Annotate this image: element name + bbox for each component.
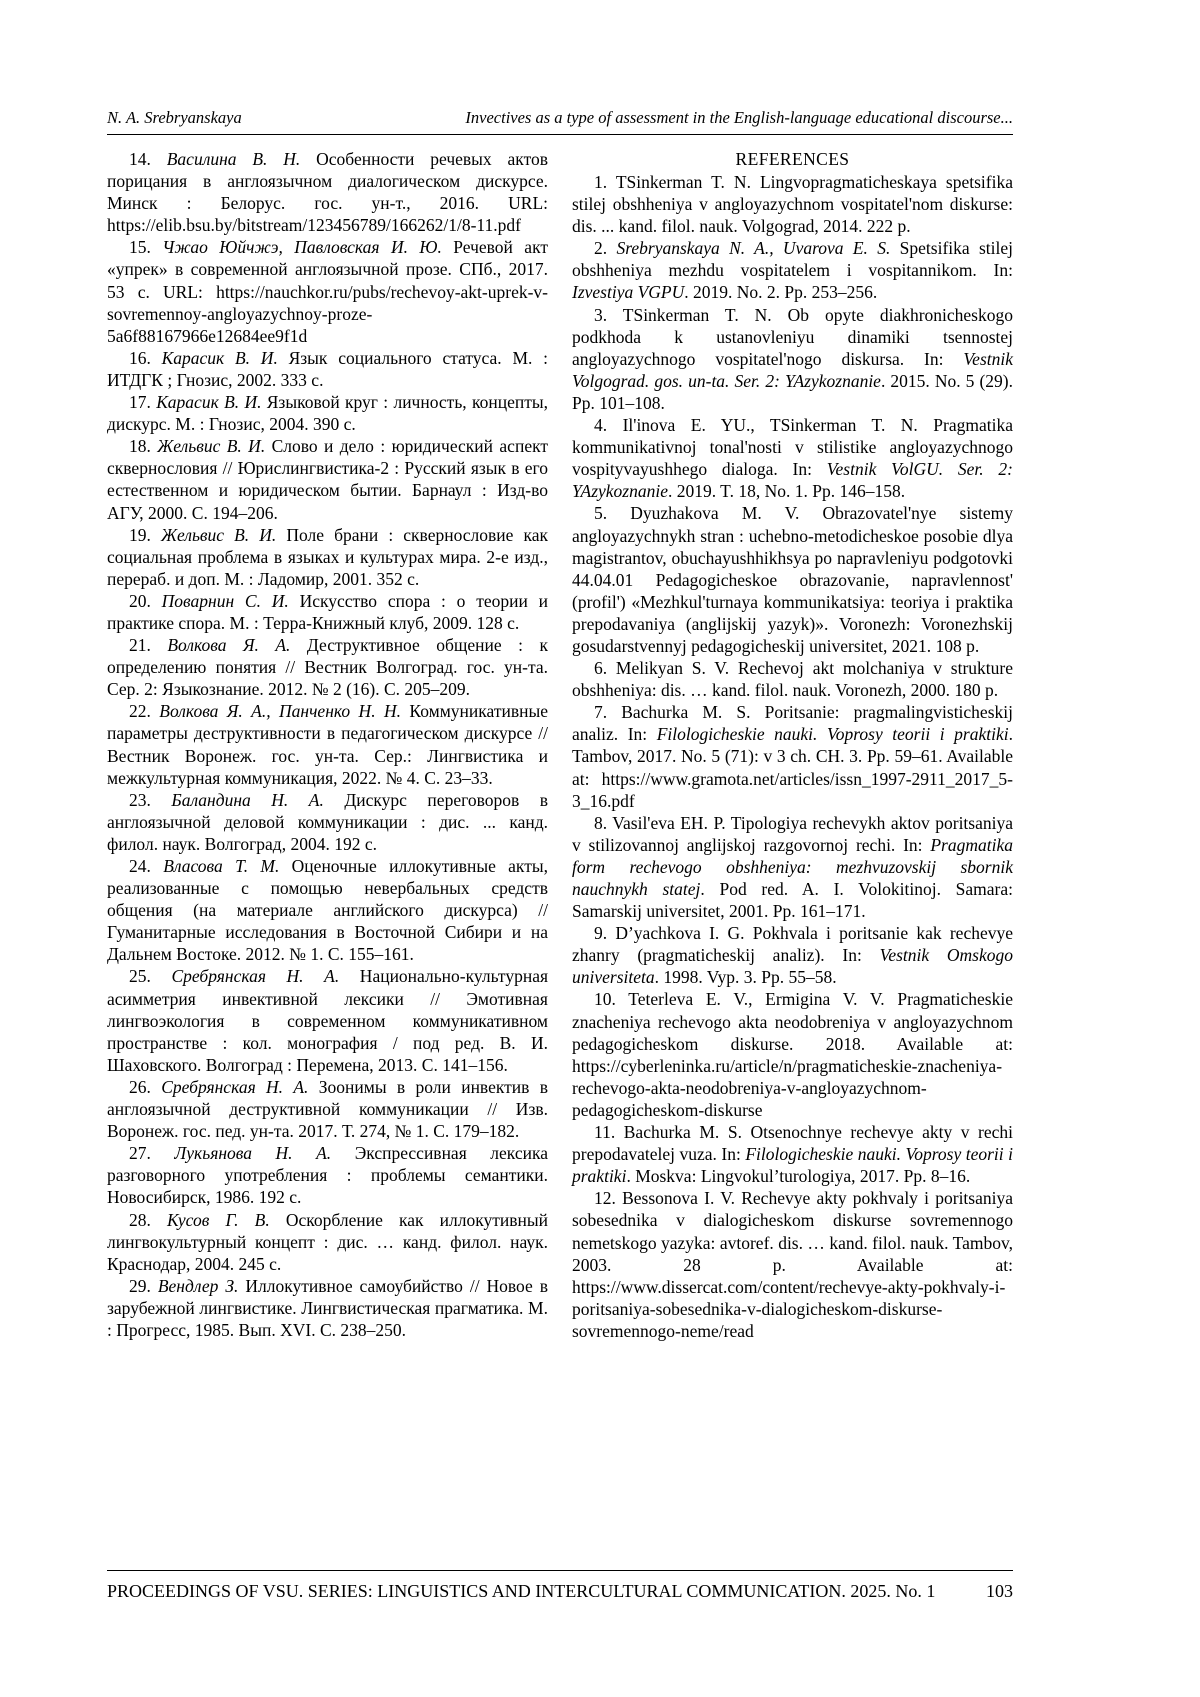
reference-text-segment: 1. TSinkerman T. N. Lingvopragmaticheskaya spetsifika stilej obshheniya v angloyazychnom vospitatel'nom diskurse: dis. ... kand. filol. nauk. Volgograd, 2014. 222 p. (572, 172, 1013, 237)
reference-text-segment: 17. (129, 392, 157, 413)
reference-italic-segment: Поварнин С. И. (161, 590, 289, 611)
reference-text-segment: 7. Bachurka M. S. Poritsanie: pragmalingvisticheskij analiz. In: (572, 702, 1013, 745)
reference-item (107, 700, 548, 788)
page-footer (107, 1564, 1013, 1603)
reference-item (572, 502, 1013, 657)
reference-text-segment: Слово и дело : юридический аспект сквернословия // Юрислингвистика-2 : Русский язык в его естественном и юридическом бытии. Барнаул : Изд-во АГУ, 2000. С. 194–206. (107, 436, 549, 523)
reference-text-segment: 11. Bachurka M. S. Otsenochnye rechevye akty v rechi prepodavatelej vuza. In: (572, 1122, 1013, 1165)
reference-text-segment: 28. (129, 1209, 168, 1230)
reference-text-segment: 20. (129, 590, 162, 611)
reference-text-segment: 14. (129, 149, 167, 169)
right-column (572, 148, 1013, 1342)
reference-text-segment: Поле брани : сквернословие как социальная проблема в языках и культурах мира. 2-е изд., перераб. и доп. М. : Ладомир, 2001. 352 с. (107, 524, 549, 589)
reference-item (107, 634, 548, 700)
reference-italic-segment: Вендлер З. (157, 1275, 239, 1296)
reference-italic-segment: Баландина Н. А. (171, 789, 324, 810)
reference-italic-segment: Vestnik Omskogo universiteta (572, 945, 1013, 988)
reference-text-segment: 16. (129, 347, 162, 368)
reference-italic-segment: Волкова Я. А. (167, 635, 291, 656)
reference-italic-segment: Власова Т. М. (163, 856, 280, 876)
reference-text-segment: Национально-культурная асимметрия инвективной лексики // Эмотивная лингвоэкология в современном коммуникативном пространстве : кол. монография / под ред. В. И. Шаховского. Волгоград : Перемена, 2013. С. 141–156. (107, 966, 549, 1075)
reference-text-segment: 6. Melikyan S. V. Rechevoj akt molchaniya v strukture obshheniya: dis. … kand. filol. nauk. Voronezh, 2000. 180 p. (572, 658, 1013, 701)
reference-italic-segment: Василина В. Н. (166, 149, 301, 169)
reference-text-segment: Дискурс переговоров в англоязычной деловой коммуникации : дис. ... канд. филол. наук. Волгоград, 2004. 192 с. (107, 789, 548, 854)
reference-item (107, 855, 548, 965)
reference-item (572, 922, 1013, 988)
reference-text-segment: 24. (129, 856, 164, 876)
reference-text-segment: 2. (594, 238, 617, 259)
running-header (107, 0, 1013, 128)
reference-text-segment: Оценочные иллокутивные акты, реализованные с помощью невербальных средств общения (на материале английского дискурса) // Гуманитарные исследования в Восточной Сибири и на Дальнем Востоке. 2012. № 1. С. 155–161. (107, 856, 548, 965)
reference-text-segment: 29. (129, 1275, 158, 1296)
reference-italic-segment: Filologicheskie nauki. Voprosy teorii i praktiki (572, 1144, 1013, 1187)
running-title: Invectives as a type of assessment in the English-language educational discourse... (465, 108, 1013, 127)
reference-item (572, 1121, 1013, 1187)
reference-italic-segment: Vestnik Volgograd. gos. un-ta. Ser. 2: YAzykoznanie (572, 348, 1013, 391)
reference-text-segment: Зоонимы в роли инвектив в англоязычной деструктивной коммуникации // Изв. Воронеж. гос. пед. ун-та. 2017. Т. 274, № 1. С. 179–182. (107, 1076, 548, 1142)
reference-italic-segment: Сребрянская Н. А. (171, 966, 340, 987)
reference-italic-segment: Жельвис В. И. (157, 436, 266, 457)
reference-italic-segment: Кусов Г. В. (167, 1209, 270, 1230)
page-number: 103 (986, 1581, 1013, 1601)
reference-text-segment: . 2015. No. 5 (29). Pp. 101–108. (572, 370, 1014, 413)
reference-italic-segment: Filologicheskie nauki. Voprosy teorii i praktiki (656, 724, 1009, 745)
reference-text-segment: 9. D’yachkova I. G. Pokhvala i poritsanie kak rechevye zhanry (pragmaticheskij analiz). In: (572, 923, 1013, 966)
reference-italic-segment: Чжао Юйчжэ, Павловская И. Ю. (162, 237, 442, 258)
reference-text-segment: . Moskva: Lingvokul’turologiya, 2017. Pp. 8–16. (626, 1166, 971, 1187)
reference-item (107, 148, 548, 236)
reference-item (572, 657, 1013, 701)
reference-item (107, 236, 548, 346)
reference-text-segment: Особенности речевых актов порицания в англоязычном диалогическом дискурсе. Минск : Белорус. гос. ун-т., 2016. URL: https://elib.bsu.by/bitstream/123456789/166262/1/8-11.pdf (107, 149, 549, 236)
reference-text-segment: . Tambov, 2017. No. 5 (71): v 3 ch. CH. 3. Pp. 59–61. Available at: https://www.gramota.net/articles/issn_1997-2911_2017_5-3_16.pdf (572, 724, 1013, 811)
reference-item (107, 965, 548, 1075)
reference-text-segment: Экспрессивная лексика разговорного употребления : проблемы семантики. Новосибирск, 1986. 192 с. (107, 1143, 548, 1208)
reference-text-segment: Языковой круг : личность, концепты, дискурс. М. : Гнозис, 2004. 390 с. (107, 392, 548, 435)
reference-text-segment: 26. (129, 1076, 162, 1097)
reference-italic-segment: Сребрянская Н. А. (161, 1076, 309, 1097)
reference-item (572, 304, 1013, 414)
reference-item (107, 1209, 548, 1275)
reference-item (572, 988, 1013, 1121)
footer-rule (107, 1570, 1013, 1571)
reference-item (107, 1275, 548, 1341)
reference-item (107, 524, 548, 590)
reference-text-segment: Коммуникативные параметры деструктивности в педагогическом дискурсе // Вестник Воронеж. гос. ун-та. Сер.: Лингвистика и межкультурная коммуникация, 2022. № 4. С. 23–33. (107, 701, 548, 788)
reference-item (107, 590, 548, 634)
reference-text-segment: 4. Il'inova E. YU., TSinkerman T. N. Pragmatika kommunikativnoj tonal'nosti v stilistike angloyazychnogo vospityvayushhego dialoga. In: (572, 415, 1013, 480)
reference-italic-segment: Srebryanskaya N. A., Uvarova E. S. (616, 238, 891, 259)
references-heading: REFERENCES (735, 149, 850, 169)
reference-text-segment: 12. Bessonova I. V. Rechevye akty pokhvaly i poritsaniya sobesednika v dialogicheskom diskurse sovremennogo nemetskogo yazyka: avtoref. dis. … kand. filol. nauk. Tambov, 2003. 28 p. Available at: https://www.dissercat.com/content/rechevye-akty-pokhvaly-i-poritsaniya-sobesednika-v-dialogicheskom-diskurse-sovremennogo-neme/read (572, 1188, 1013, 1341)
reference-text-segment: 5. Dyuzhakova M. V. Obrazovatel'nye sistemy angloyazychnykh stran : uchebno-metodicheskoe posobie dlya magistrantov, obuchayushhikhsya po napravleniyu podgotovki 44.04.01 Pedagogicheskoe obrazovanie, napravlennost' (profil') «Mezhkul'turnaya kommunikatsiya: teoriya i praktika prepodavaniya (anglijskij yazyk)». Voronezh: Voronezhskij gosudarstvennyj pedagogicheskij universitet, 2021. 108 p. (572, 503, 1013, 656)
reference-item (107, 391, 548, 435)
header-rule (107, 134, 1013, 135)
reference-text-segment: Оскорбление как иллокутивный лингвокультурный концепт : дис. … канд. филол. наук. Краснодар, 2004. 245 с. (107, 1209, 548, 1274)
reference-italic-segment: Карасик В. И. (161, 347, 278, 368)
reference-text-segment: Spetsifika stilej obshheniya mezhdu vospitatelem i vospitannikom. In: (572, 238, 1013, 281)
reference-text-segment: Язык социального статуса. М. : ИТДГК ; Гнозис, 2002. 333 с. (107, 347, 549, 390)
reference-item (107, 1142, 548, 1208)
reference-item (572, 171, 1013, 237)
paper-page (107, 0, 1013, 1697)
reference-italic-segment: Карасик В. И. (156, 392, 262, 413)
reference-item (572, 237, 1013, 303)
reference-item (572, 1187, 1013, 1342)
reference-italic-segment: Vestnik VolGU. Ser. 2: YAzykoznanie (572, 459, 1013, 502)
reference-italic-segment: Волкова Я. А., Панченко Н. Н. (159, 701, 402, 722)
reference-text-segment: 22. (129, 701, 160, 722)
reference-text-segment: 19. (129, 524, 161, 545)
journal-line: PROCEEDINGS OF VSU. SERIES: LINGUISTICS AND INTERCULTURAL COMMUNICATION. 2025. No. 1 (107, 1581, 936, 1601)
reference-text-segment: Деструктивное общение : к определению понятия // Вестник Волгоград. гос. ун-та. Сер. 2: Языкознание. 2012. № 2 (16). С. 205–209. (107, 635, 548, 700)
reference-text-segment: . 1998. Vyp. 3. Pp. 55–58. (654, 967, 837, 988)
reference-text-segment: 18. (129, 436, 158, 457)
left-column (107, 148, 548, 1342)
reference-text-segment: Искусство спора : о теории и практике спора. М. : Терра-Книжный клуб, 2009. 128 с. (107, 590, 548, 633)
reference-italic-segment: Лукьянова Н. А. (174, 1143, 332, 1164)
reference-item (107, 347, 548, 391)
reference-item (107, 1076, 548, 1142)
reference-text-segment: Речевой акт «упрек» в современной англоязычной прозе. СПб., 2017. 53 с. URL: https://nauchkor.ru/pubs/rechevoy-akt-uprek-v-sovremennoy-angloyazychnoy-proze-5a6f88167966e12684ee9f1d (107, 237, 548, 346)
reference-text-segment: 15. (129, 237, 163, 258)
reference-item (572, 812, 1013, 922)
reference-italic-segment: Izvestiya VGPU (572, 282, 685, 303)
two-column-body (107, 148, 1013, 1342)
reference-text-segment: Иллокутивное самоубийство // Новое в зарубежной лингвистике. Лингвистическая прагматика. М. : Прогресс, 1985. Вып. XVI. С. 238–250. (107, 1275, 548, 1340)
reference-item (107, 435, 548, 523)
reference-text-segment: 25. (129, 966, 172, 987)
reference-italic-segment: Pragmatika form rechevogo obshheniya: mezhvuzovskij sbornik nauchnykh statej (572, 834, 1013, 899)
reference-text-segment: 21. (129, 635, 168, 656)
reference-item (107, 789, 548, 855)
reference-item (572, 701, 1013, 811)
reference-text-segment: . Pod red. A. I. Volokitinoj. Samara: Samarskij universitet, 2001. Pp. 161–171. (572, 879, 1014, 922)
reference-text-segment: 10. Teterleva E. V., Ermigina V. V. Pragmaticheskie znacheniya rechevogo akta neodobreniya v angloyazychnom pedagogicheskom diskurse. 2018. Available at: https://cyberleninka.ru/article/n/pragmaticheskie-znacheniya-rechevogo-akta-neodobreniya-v-angloyazychnom-pedagogicheskom-diskurse (572, 989, 1013, 1120)
reference-item (572, 414, 1013, 502)
running-author: N. A. Srebryanskaya (107, 108, 242, 127)
reference-text-segment: 8. Vasil'eva EH. P. Tipologiya rechevykh aktov poritsaniya v stilizovannoj anglijskoj razgovornoj rechi. In: (572, 812, 1013, 855)
reference-italic-segment: Жельвис В. И. (160, 524, 277, 545)
reference-text-segment: . 2019. No. 2. Pp. 253–256. (684, 282, 878, 303)
reference-text-segment: 27. (129, 1143, 175, 1164)
reference-text-segment: 23. (129, 789, 172, 810)
reference-text-segment: . 2019. T. 18, No. 1. Pp. 146–158. (668, 481, 906, 502)
reference-text-segment: 3. TSinkerman T. N. Ob opyte diakhronicheskogo podkhoda k ustanovleniyu dinamiki tsennostej angloyazychnogo vospitatel'nogo diskursa. In: (572, 304, 1013, 369)
